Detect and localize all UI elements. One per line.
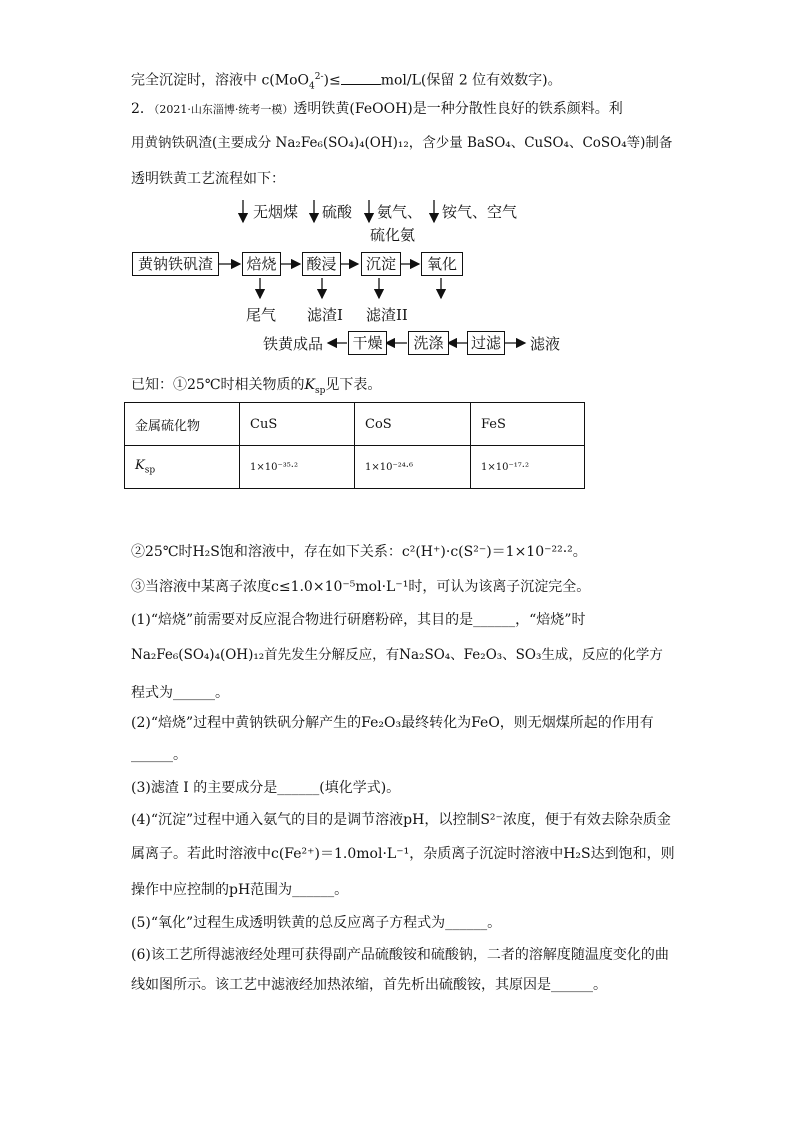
question-source: （2021·山东淄博·统考一模） <box>153 103 294 116</box>
output-residue1-label: 滤渣I <box>307 306 343 324</box>
output-tailgas-label: 尾气 <box>246 306 277 324</box>
flow-box-dry: 干燥 <box>348 331 387 355</box>
output-residue2-label: 滤渣II <box>366 306 408 324</box>
flow-box-filter: 过滤 <box>467 331 505 355</box>
table-header-cell: CuS <box>240 403 355 446</box>
filtrate-label: 滤液 <box>530 335 561 353</box>
flow-box-start: 黄钠铁矾渣 <box>132 252 219 276</box>
question-6-line1: (6)该工艺所得滤液经处理可获得副产品硫酸铵和硫酸钠，二者的溶解度随温度变化的曲 <box>131 947 669 963</box>
ksp-row-sub: sp <box>144 465 156 476</box>
flow-box-wash: 洗涤 <box>408 331 449 355</box>
flow-box-oxidize: 氧化 <box>421 252 463 276</box>
flow-box-leach: 酸浸 <box>302 252 341 276</box>
question-3-line: (3)滤渣 I 的主要成分是______(填化学式)。 <box>131 780 401 796</box>
table-header-cell: 金属硫化物 <box>125 403 240 446</box>
known-line1 <box>131 376 381 400</box>
ksp-table <box>124 402 585 489</box>
input-sulfide-label: 硫化氨 <box>370 226 416 244</box>
intro-text-tail: mol/L(保留 2 位有效数字)。 <box>380 72 562 89</box>
known-line3: ③当溶液中某离子浓度c≤1.0×10⁻⁵mol·L⁻¹时，可认为该离子沉淀完全。 <box>131 579 591 595</box>
known-line2: ②25℃时H₂S饱和溶液中，存在如下关系：c²(H⁺)·c(S²⁻)＝1×10⁻²²·²。 <box>131 544 587 560</box>
product-label: 铁黄成品 <box>263 335 324 353</box>
input-air-label: 铵气、空气 <box>442 203 518 221</box>
flow-box-roast: 焙烧 <box>242 252 281 276</box>
intro-text-post: )≤ <box>323 72 341 89</box>
table-row-label <box>125 446 240 489</box>
table-cell: 1×10⁻¹⁷·² <box>471 446 585 489</box>
input-coal-label: 无烟煤 <box>253 203 299 221</box>
question-1-line1: (1)“焙烧”前需要对反应混合物进行研磨粉碎，其目的是______，“焙烧”时 <box>131 612 586 628</box>
intro-text-pre: 完全沉淀时，溶液中 c(MoO <box>131 72 309 89</box>
question-2-line2: 用黄钠铁矾渣(主要成分 Na₂Fe₆(SO₄)₄(OH)₁₂，含少量 BaSO₄、CuSO₄、CoSO₄等)制备 <box>131 135 673 151</box>
intro-sub: 4 <box>309 81 315 92</box>
ksp-row-symbol: K <box>135 458 145 474</box>
ksp-sub: sp <box>314 385 326 396</box>
question-4-line1: (4)“沉淀”过程中通入氨气的目的是调节溶液pH，以控制S²⁻浓度，便于有效去除杂质金 <box>131 812 671 828</box>
question-2-sub-line2: ______。 <box>131 747 187 763</box>
table-row <box>125 403 585 446</box>
known-text-post: 见下表。 <box>325 377 382 393</box>
question-number: 2． <box>131 101 154 117</box>
known-text: 已知：①25℃时相关物质的 <box>131 377 305 393</box>
ksp-symbol: K <box>304 377 315 393</box>
question-1-line3: 程式为______。 <box>131 685 229 701</box>
flow-box-precipitate: 沉淀 <box>361 252 401 276</box>
question-2-text: 透明铁黄(FeOOH)是一种分散性良好的铁系颜料。利 <box>293 101 623 117</box>
input-ammonia-label: 氨气、 <box>377 203 423 221</box>
table-row <box>125 446 585 489</box>
question-1-line2: Na₂Fe₆(SO₄)₄(OH)₁₂首先发生分解反应，有Na₂SO₄、Fe₂O₃、SO₃生成，反应的化学方 <box>131 647 663 663</box>
question-4-line3: 操作中应控制的pH范围为______。 <box>131 882 349 898</box>
table-cell: 1×10⁻²⁴·⁶ <box>355 446 471 489</box>
question-5-line: (5)“氧化”过程生成透明铁黄的总反应离子方程式为______。 <box>131 915 502 931</box>
question-4-line2: 属离子。若此时溶液中c(Fe²⁺)＝1.0mol·L⁻¹，杂质离子沉淀时溶液中H₂S达到饱和，则 <box>131 846 675 862</box>
intro-sup: 2- <box>314 72 324 82</box>
table-header-cell: CoS <box>355 403 471 446</box>
question-6-line2: 线如图所示。该工艺中滤液经加热浓缩，首先析出硫酸铵，其原因是______。 <box>131 977 607 993</box>
question-2-sub-line1: (2)“焙烧”过程中黄钠铁矾分解产生的Fe₂O₃最终转化为FeO，则无烟煤所起的作用有 <box>131 715 654 731</box>
table-cell: 1×10⁻³⁵·² <box>240 446 355 489</box>
question-2-line3: 透明铁黄工艺流程如下： <box>131 171 285 187</box>
table-header-cell: FeS <box>471 403 585 446</box>
input-acid-label: 硫酸 <box>322 203 353 221</box>
